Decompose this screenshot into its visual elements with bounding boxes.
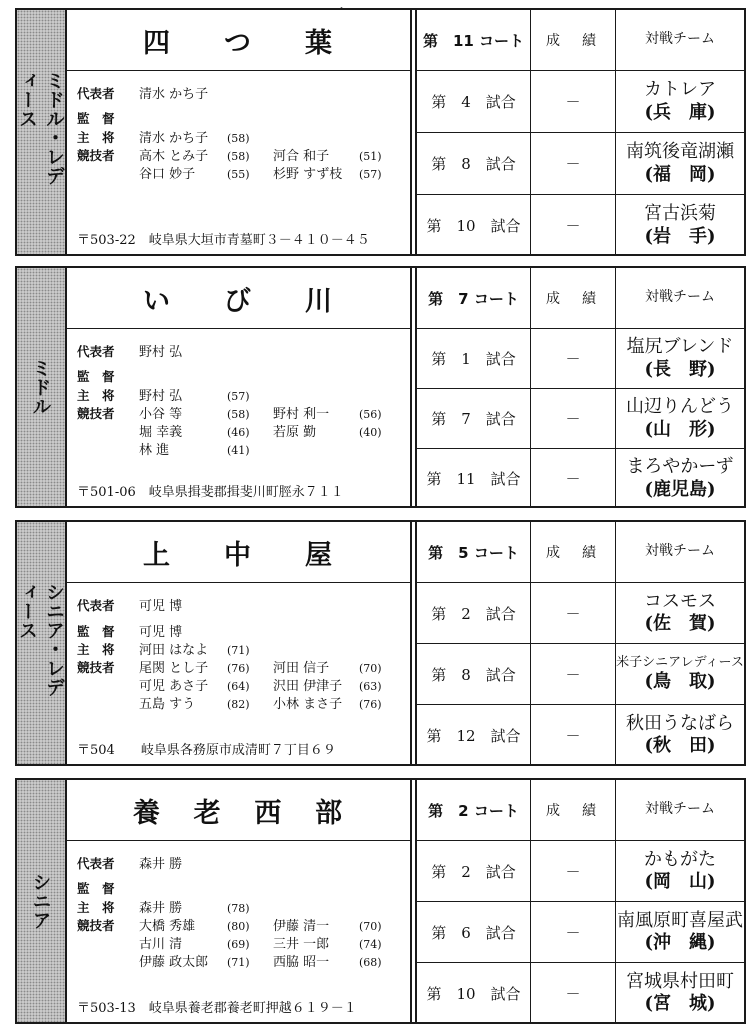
schedule-header [417,780,744,841]
schedule-table [417,10,744,254]
player-name: 野村 利一 [273,407,330,422]
player-row [77,915,405,934]
captain-age: (57) [227,390,250,403]
representative-label: 代表者 [77,856,115,871]
match-number: 第 8 試合 [417,644,531,704]
team-name-char: 西 [254,797,284,829]
match-result: － [531,389,616,448]
opponent-prefecture: (沖 縄) [644,932,716,953]
players-label: 競技者 [77,406,115,421]
player-name: 谷口 妙子 [139,167,196,182]
player-name: 伊藤 政太郎 [139,955,209,970]
players-label: 競技者 [77,148,115,163]
schedule-header [417,10,744,71]
opponent-prefecture: (長 野) [644,358,716,380]
team-name-char: び [224,285,253,317]
schedule-table [417,268,744,506]
player-age: (71) [227,956,250,969]
match-number: 第 2 試合 [417,583,531,643]
team-info-panel [67,10,412,254]
opponent-team: 南筑後竜湖瀬 [626,141,734,162]
player-age: (69) [227,938,250,951]
player-name: 小林 まさ子 [273,697,343,712]
opponent-team: かもがた [644,848,716,870]
representative-name: 清水 かち子 [139,87,209,102]
manager-name: 可児 博 [139,625,183,640]
opponent-cell [616,705,744,765]
opponent-team: まろやかーず [626,456,734,477]
match-result: － [531,644,616,704]
team-roster [67,71,410,254]
opponent-team: 米子シニアレディース [616,654,744,670]
player-age: (70) [359,920,382,933]
player-age: (80) [227,920,250,933]
address: 〒504 岐阜県各務原市成清町７丁目６９ [77,743,336,758]
opponent-cell [616,644,744,704]
player-row [77,145,405,164]
opponent-cell [616,902,744,962]
result-header: 成 績 [531,780,616,840]
captain-label: 主 将 [77,900,115,915]
manager-label: 監 督 [77,111,115,126]
representative-row [77,341,227,360]
result-header: 成 績 [531,522,616,582]
representative-name: 森井 勝 [139,857,183,872]
match-row [417,963,744,1023]
representative-row [77,595,227,614]
player-name: 杉野 すず枝 [273,167,343,182]
player-age: (58) [227,150,250,163]
captain-label: 主 将 [77,388,115,403]
match-number: 第 10 試合 [417,195,531,256]
team-name [67,522,410,583]
opponent-team: カトレア [644,79,716,100]
captain-label: 主 将 [77,130,115,145]
team-roster [67,329,410,506]
match-row [417,71,744,133]
team-name-char: 部 [315,797,345,829]
player-age: (70) [359,662,382,675]
manager-row [77,879,227,897]
court-number: 第 2 コート [417,780,531,840]
team-roster [67,841,410,1022]
match-result: － [531,133,616,194]
player-name: 西脇 昭一 [273,955,330,970]
address: 〒501-06 岐阜県揖斐郡揖斐川町脛永７１１ [77,485,344,500]
captain-name: 野村 弘 [139,389,183,404]
captain-age: (71) [227,644,250,657]
match-result: － [531,902,616,962]
opponent-header: 対戦チーム [645,31,715,48]
opponent-team: 山辺りんどう [626,396,734,417]
opponent-cell [616,71,744,132]
category-label: シニア [29,872,52,930]
opponent-team: 南風原町喜屋武 [617,909,743,931]
opponent-header: 対戦チーム [645,801,715,818]
representative-row [77,853,227,872]
match-row [417,902,744,963]
player-row [77,933,405,952]
team-info-panel [67,522,412,764]
team-info-panel [67,268,412,506]
player-row [77,421,405,440]
team-name [67,10,410,71]
team-name-char: 屋 [305,539,334,571]
address: 〒503-22 岐阜県大垣市青墓町３－４１０－４５ [77,233,370,248]
captain-row [77,639,273,658]
match-number: 第 12 試合 [417,705,531,765]
manager-label: 監 督 [77,369,115,384]
opponent-cell [616,133,744,194]
match-number: 第 6 試合 [417,902,531,962]
player-name: 林 進 [139,443,170,458]
team-block [15,8,746,256]
match-number: 第 1 試合 [417,329,531,388]
player-row [77,657,405,676]
captain-row [77,385,273,404]
player-row [77,439,405,458]
court-number: 第 11 コート [417,10,531,70]
representative-label: 代表者 [77,598,115,613]
captain-age: (58) [227,132,250,145]
player-name: 沢田 伊津子 [273,679,343,694]
player-name: 古川 清 [139,937,183,952]
player-age: (74) [359,938,382,951]
manager-label: 監 督 [77,881,115,896]
schedule-table [417,522,744,764]
player-age: (76) [359,698,382,711]
player-name: 大橋 秀雄 [139,919,196,934]
match-row [417,449,744,508]
opponent-prefecture: (宮 城) [644,993,716,1014]
player-age: (41) [227,444,250,457]
court-number: 第 5 コート [417,522,531,582]
player-age: (82) [227,698,250,711]
team-roster [67,583,410,764]
match-row [417,705,744,765]
player-age: (58) [227,408,250,421]
team-name-char: つ [224,27,253,59]
team-name-char: 葉 [305,27,334,59]
captain-row [77,897,273,916]
opponent-cell [616,449,744,508]
schedule-header [417,522,744,583]
opponent-prefecture: (秋 田) [644,735,716,756]
opponent-prefecture: (山 形) [644,418,716,440]
match-number: 第 7 試合 [417,389,531,448]
captain-name: 河田 はなよ [139,643,209,658]
category-sidebar [17,10,67,254]
category-label: ミドル・レディース [16,71,65,185]
player-name: 堀 幸義 [139,425,183,440]
captain-name: 森井 勝 [139,901,183,916]
opponent-prefecture: (鳥 取) [644,670,716,692]
player-age: (40) [359,426,382,439]
manager-row [77,367,227,385]
player-age: (55) [227,168,250,181]
representative-label: 代表者 [77,86,115,101]
opponent-prefecture: (兵 庫) [644,101,716,123]
match-number: 第 11 試合 [417,449,531,508]
player-name: 可児 あさ子 [139,679,209,694]
match-row [417,133,744,195]
player-row [77,675,405,694]
result-header: 成 績 [531,10,616,70]
opponent-cell [616,583,744,643]
category-sidebar [17,780,67,1022]
representative-row [77,83,227,102]
captain-label: 主 将 [77,642,115,657]
opponent-prefecture: (福 岡) [644,163,716,185]
team-name [67,268,410,329]
opponent-header: 対戦チーム [645,289,715,306]
team-name-char: 養 [132,797,162,829]
captain-name: 清水 かち子 [139,131,209,146]
team-name [67,780,410,841]
match-number: 第 4 試合 [417,71,531,132]
opponent-cell [616,195,744,256]
match-result: － [531,705,616,765]
player-age: (46) [227,426,250,439]
player-age: (63) [359,680,382,693]
team-name-char: い [143,285,172,317]
match-number: 第 2 試合 [417,841,531,901]
captain-age: (78) [227,902,250,915]
match-number: 第 8 試合 [417,133,531,194]
manager-label: 監 督 [77,624,115,639]
opponent-header: 対戦チーム [645,543,715,560]
match-result: － [531,195,616,256]
representative-label: 代表者 [77,344,115,359]
player-name: 小谷 等 [139,407,183,422]
category-sidebar [17,268,67,506]
opponent-prefecture: (鹿児島) [644,478,716,500]
match-result: － [531,841,616,901]
player-name: 五島 すう [139,697,196,712]
team-name-char: 中 [224,539,253,571]
match-result: － [531,329,616,388]
opponent-team: コスモス [644,590,716,612]
opponent-cell [616,389,744,448]
team-name-char: 上 [143,539,172,571]
schedule-table [417,780,744,1022]
opponent-prefecture: (岩 手) [644,225,716,247]
player-name: 若原 勤 [273,425,317,440]
player-age: (51) [359,150,382,163]
player-name: 三井 一郎 [273,937,330,952]
match-row [417,389,744,449]
category-label: ミドル [29,358,52,416]
players-label: 競技者 [77,660,115,675]
team-name-char: 老 [193,797,223,829]
team-block [15,266,746,508]
player-name: 高木 とみ子 [139,149,209,164]
representative-name: 野村 弘 [139,345,183,360]
player-row [77,163,405,182]
court-number: 第 7 コート [417,268,531,328]
opponent-team: 宮古浜菊 [644,203,716,224]
player-age: (64) [227,680,250,693]
players-label: 競技者 [77,918,115,933]
opponent-prefecture: (岡 山) [644,871,716,892]
player-name: 尾関 とし子 [139,661,209,676]
address: 〒503-13 岐阜県養老郡養老町押越６１９－１ [77,1001,357,1016]
player-age: (56) [359,408,382,421]
player-name: 河田 信子 [273,661,330,676]
team-block [15,778,746,1024]
match-result: － [531,449,616,508]
player-age: (57) [359,168,382,181]
opponent-prefecture: (佐 賀) [644,613,716,634]
player-row [77,951,405,970]
result-header: 成 績 [531,268,616,328]
match-number: 第 10 試合 [417,963,531,1023]
schedule-header [417,268,744,329]
manager-row [77,621,227,640]
match-result: － [531,963,616,1023]
match-row [417,195,744,256]
opponent-team: 秋田うなばら [626,712,734,734]
match-row [417,644,744,705]
match-result: － [531,583,616,643]
captain-row [77,127,273,146]
representative-name: 可児 博 [139,599,183,614]
match-result: － [531,71,616,132]
player-age: (68) [359,956,382,969]
category-label: シニア・レディース [16,582,65,697]
category-sidebar [17,522,67,764]
team-name-char: 四 [143,27,172,59]
player-row [77,403,405,422]
match-row [417,841,744,902]
opponent-team: 塩尻ブレンド [626,336,734,357]
team-block [15,520,746,766]
team-info-panel [67,780,412,1022]
opponent-team: 宮城県村田町 [626,970,734,992]
manager-row [77,109,227,127]
team-name-char: 川 [305,285,334,317]
player-name: 伊藤 清一 [273,919,330,934]
opponent-cell [616,841,744,901]
player-row [77,693,405,712]
player-name: 河合 和子 [273,149,330,164]
match-row [417,329,744,389]
match-row [417,583,744,644]
player-age: (76) [227,662,250,675]
opponent-cell [616,329,744,388]
opponent-cell [616,963,744,1023]
